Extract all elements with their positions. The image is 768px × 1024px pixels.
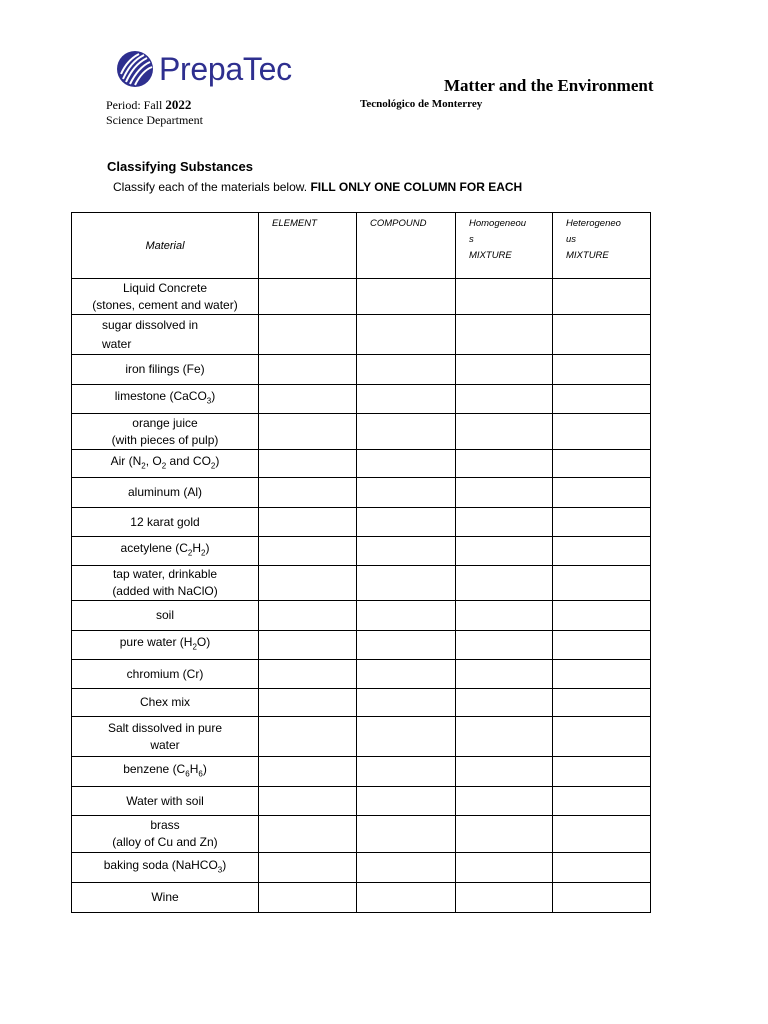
material-cell: iron filings (Fe) xyxy=(72,355,259,385)
answer-cell[interactable] xyxy=(357,601,456,631)
answer-cell[interactable] xyxy=(259,414,357,450)
table-row xyxy=(72,450,651,478)
answer-cell[interactable] xyxy=(357,566,456,601)
table-row xyxy=(72,478,651,508)
answer-cell[interactable] xyxy=(357,883,456,913)
answer-cell[interactable] xyxy=(553,883,651,913)
instruction-text: Classify each of the materials below. xyxy=(113,180,311,194)
prepatec-emblem-icon xyxy=(116,50,154,88)
answer-cell[interactable] xyxy=(553,853,651,883)
header-homogeneous-mixture: Homogeneou s MIXTURE xyxy=(456,213,553,279)
answer-cell[interactable] xyxy=(259,601,357,631)
answer-cell[interactable] xyxy=(553,414,651,450)
instruction-emphasis: FILL ONLY ONE COLUMN FOR EACH xyxy=(310,180,523,194)
answer-cell[interactable] xyxy=(456,816,553,853)
answer-cell[interactable] xyxy=(553,508,651,537)
answer-cell[interactable] xyxy=(553,816,651,853)
answer-cell[interactable] xyxy=(553,537,651,566)
answer-cell[interactable] xyxy=(456,883,553,913)
answer-cell[interactable] xyxy=(456,757,553,787)
material-cell: tap water, drinkable (added with NaClO) xyxy=(72,566,259,601)
answer-cell[interactable] xyxy=(456,385,553,414)
answer-cell[interactable] xyxy=(259,537,357,566)
table-row xyxy=(72,315,651,355)
logo-text: PrepaTec xyxy=(159,51,292,87)
answer-cell[interactable] xyxy=(456,478,553,508)
answer-cell[interactable] xyxy=(553,279,651,315)
table-row xyxy=(72,566,651,601)
answer-cell[interactable] xyxy=(456,450,553,478)
answer-cell[interactable] xyxy=(357,279,456,315)
table-header-row xyxy=(72,213,651,279)
prepatec-logo xyxy=(116,50,292,88)
table-row xyxy=(72,717,651,757)
header-heterogeneous-mixture: Heterogeneo us MIXTURE xyxy=(553,213,651,279)
material-cell: Air ($N_2$, $O_2$ and $CO_2$) xyxy=(72,450,259,478)
institution-name: Tecnológico de Monterrey xyxy=(360,98,483,110)
answer-cell[interactable] xyxy=(456,717,553,757)
answer-cell[interactable] xyxy=(259,660,357,689)
answer-cell[interactable] xyxy=(259,717,357,757)
answer-cell[interactable] xyxy=(553,757,651,787)
answer-cell[interactable] xyxy=(357,816,456,853)
answer-cell[interactable] xyxy=(259,566,357,601)
answer-cell[interactable] xyxy=(456,660,553,689)
answer-cell[interactable] xyxy=(357,478,456,508)
answer-cell[interactable] xyxy=(357,717,456,757)
table-row xyxy=(72,508,651,537)
material-cell: pure water $(H_2O)$ xyxy=(72,631,259,660)
table-row xyxy=(72,537,651,566)
section-heading: Classifying Substances xyxy=(107,159,253,174)
material-cell: orange juice (with pieces of pulp) xyxy=(72,414,259,450)
answer-cell[interactable] xyxy=(357,450,456,478)
answer-cell[interactable] xyxy=(357,689,456,717)
material-cell: Liquid Concrete (stones, cement and water) xyxy=(72,279,259,315)
table-row xyxy=(72,660,651,689)
answer-cell[interactable] xyxy=(259,816,357,853)
answer-cell[interactable] xyxy=(553,601,651,631)
table-row xyxy=(72,787,651,816)
answer-cell[interactable] xyxy=(357,508,456,537)
period-label: Period: Fall xyxy=(106,98,166,112)
material-cell: soil xyxy=(72,601,259,631)
material-cell: aluminum (Al) xyxy=(72,478,259,508)
material-cell: Chex mix xyxy=(72,689,259,717)
answer-cell[interactable] xyxy=(456,853,553,883)
material-cell: 12 karat gold xyxy=(72,508,259,537)
period-line xyxy=(106,97,191,113)
answer-cell[interactable] xyxy=(456,566,553,601)
document-title: Matter and the Environment xyxy=(444,76,654,95)
table-row xyxy=(72,757,651,787)
answer-cell[interactable] xyxy=(553,660,651,689)
material-cell: brass (alloy of Cu and Zn) xyxy=(72,816,259,853)
answer-cell[interactable] xyxy=(357,660,456,689)
answer-cell[interactable] xyxy=(553,566,651,601)
answer-cell[interactable] xyxy=(553,385,651,414)
answer-cell[interactable] xyxy=(259,355,357,385)
answer-cell[interactable] xyxy=(357,631,456,660)
answer-cell[interactable] xyxy=(553,315,651,355)
table-row xyxy=(72,631,651,660)
table-row xyxy=(72,689,651,717)
table-row xyxy=(72,385,651,414)
material-cell: benzene $(C_6H_6)$ xyxy=(72,757,259,787)
answer-cell[interactable] xyxy=(357,355,456,385)
material-cell: acetylene $(C_2H_2)$ xyxy=(72,537,259,566)
answer-cell[interactable] xyxy=(357,853,456,883)
material-cell: Water with soil xyxy=(72,787,259,816)
table-row xyxy=(72,816,651,853)
table-row xyxy=(72,853,651,883)
answer-cell[interactable] xyxy=(456,414,553,450)
answer-cell[interactable] xyxy=(456,508,553,537)
answer-cell[interactable] xyxy=(259,689,357,717)
answer-cell[interactable] xyxy=(553,787,651,816)
answer-cell[interactable] xyxy=(357,315,456,355)
answer-cell[interactable] xyxy=(456,689,553,717)
answer-cell[interactable] xyxy=(357,537,456,566)
answer-cell[interactable] xyxy=(553,450,651,478)
answer-cell[interactable] xyxy=(259,315,357,355)
answer-cell[interactable] xyxy=(259,385,357,414)
answer-cell[interactable] xyxy=(456,279,553,315)
classification-table xyxy=(71,212,651,913)
material-cell: Salt dissolved in pure water xyxy=(72,717,259,757)
instructions xyxy=(113,180,522,194)
answer-cell[interactable] xyxy=(553,355,651,385)
header-material: Material xyxy=(72,213,259,279)
answer-cell[interactable] xyxy=(357,757,456,787)
answer-cell[interactable] xyxy=(259,631,357,660)
material-cell: Wine xyxy=(72,883,259,913)
department-name: Science Department xyxy=(106,113,203,127)
answer-cell[interactable] xyxy=(259,853,357,883)
answer-cell[interactable] xyxy=(259,787,357,816)
answer-cell[interactable] xyxy=(456,787,553,816)
answer-cell[interactable] xyxy=(553,478,651,508)
answer-cell[interactable] xyxy=(259,883,357,913)
answer-cell[interactable] xyxy=(456,631,553,660)
material-cell: baking soda (NaHCO$_3$) xyxy=(72,853,259,883)
answer-cell[interactable] xyxy=(259,279,357,315)
answer-cell[interactable] xyxy=(357,385,456,414)
answer-cell[interactable] xyxy=(357,414,456,450)
table-row xyxy=(72,355,651,385)
table-row xyxy=(72,601,651,631)
answer-cell[interactable] xyxy=(553,689,651,717)
answer-cell[interactable] xyxy=(456,355,553,385)
answer-cell[interactable] xyxy=(553,631,651,660)
answer-cell[interactable] xyxy=(259,757,357,787)
material-cell: sugar dissolved in water xyxy=(72,315,259,355)
material-cell: limestone (CaCO$_3$) xyxy=(72,385,259,414)
table-row xyxy=(72,414,651,450)
header-compound: COMPOUND xyxy=(357,213,456,279)
table-row xyxy=(72,279,651,315)
answer-cell[interactable] xyxy=(259,450,357,478)
header-element: ELEMENT xyxy=(259,213,357,279)
answer-cell[interactable] xyxy=(456,537,553,566)
period-year: 2022 xyxy=(165,97,192,112)
answer-cell[interactable] xyxy=(259,508,357,537)
material-cell: chromium (Cr) xyxy=(72,660,259,689)
answer-cell[interactable] xyxy=(553,717,651,757)
answer-cell[interactable] xyxy=(259,478,357,508)
answer-cell[interactable] xyxy=(456,601,553,631)
answer-cell[interactable] xyxy=(456,315,553,355)
answer-cell[interactable] xyxy=(357,787,456,816)
table-row xyxy=(72,883,651,913)
